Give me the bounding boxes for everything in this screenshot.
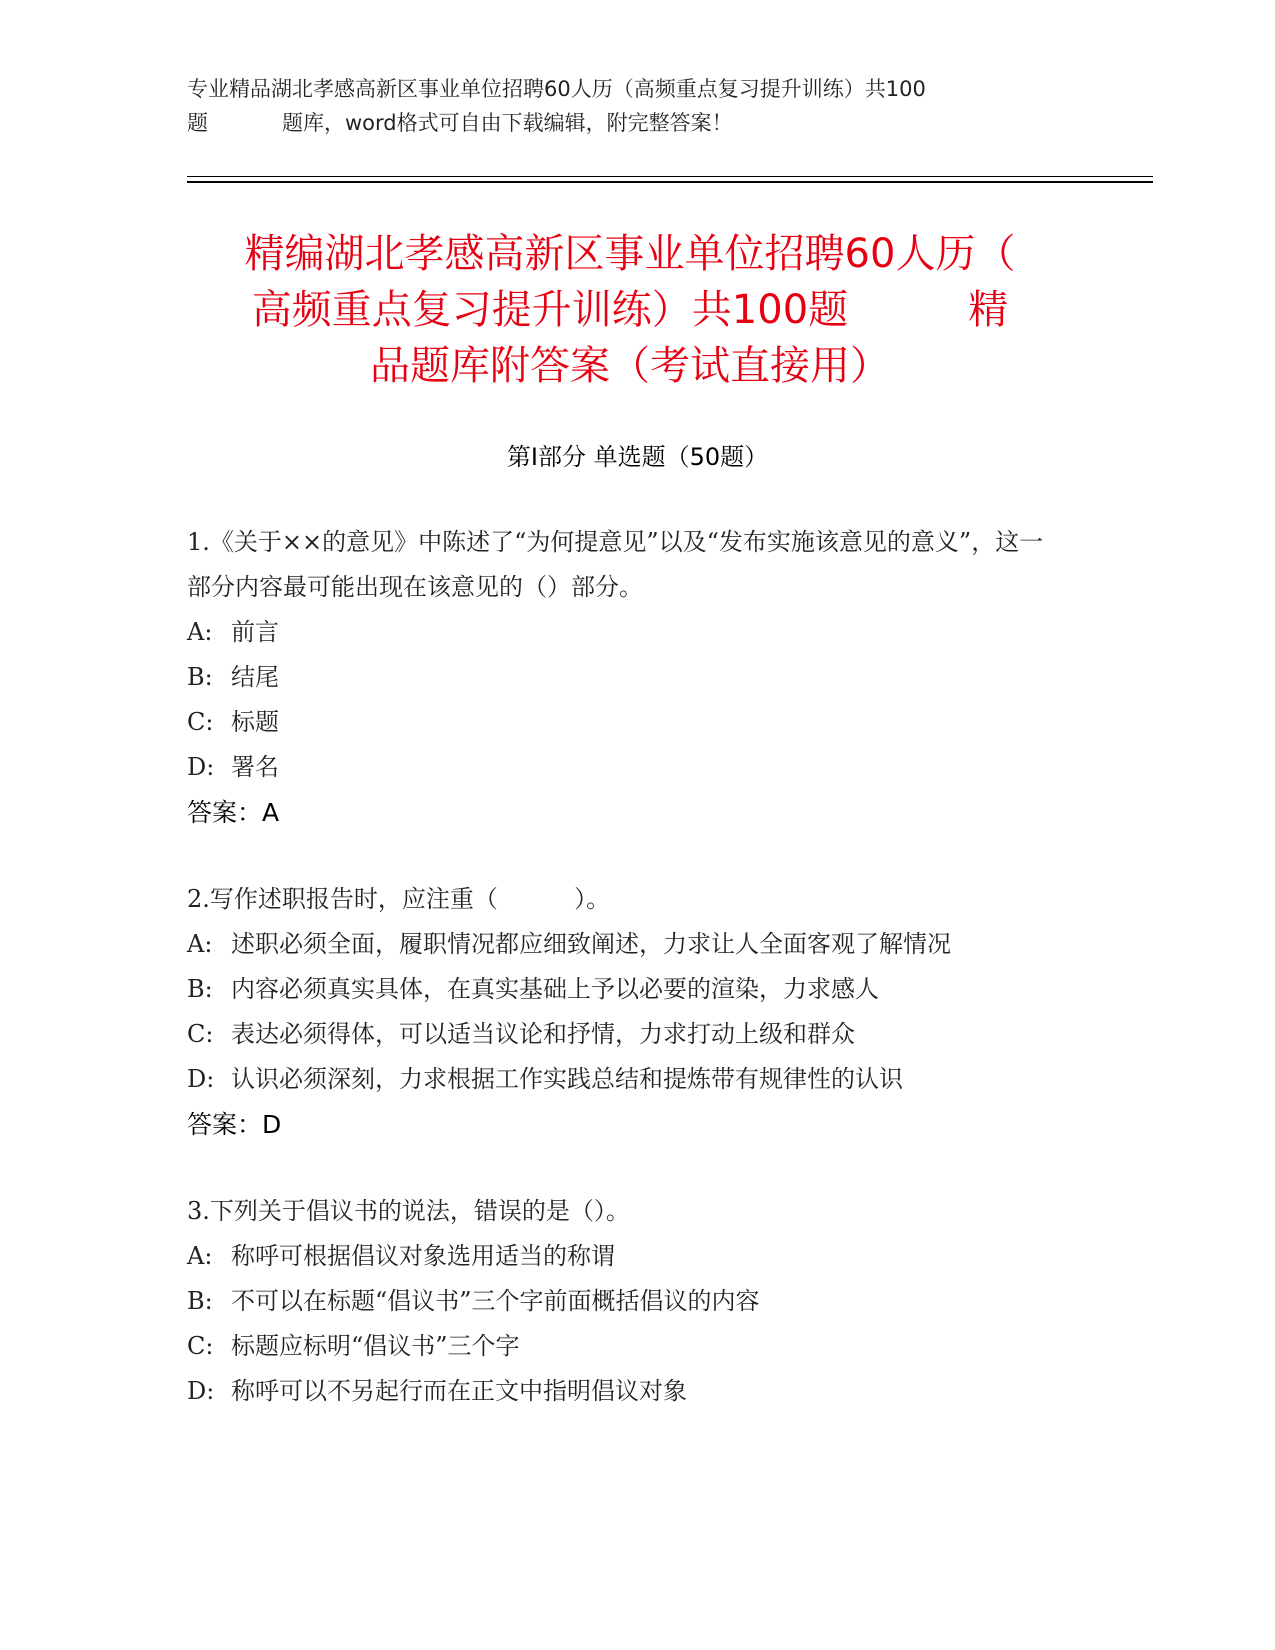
option-a: A: 前言 [187,618,279,646]
header-line-2-start: 题 [187,111,208,135]
title-line-1: 精编湖北孝感高新区事业单位招聘60人历（ [244,231,1016,277]
option-d: D: 署名 [187,753,279,781]
option-c: C: 表达必须得体，可以适当议论和抒情，力求打动上级和群众 [187,1020,855,1048]
option-d: D: 认识必须深刻，力求根据工作实践总结和提炼带有规律性的认识 [187,1065,903,1093]
option-a: A: 称呼可根据倡议对象选用适当的称谓 [187,1242,615,1270]
document-header [187,72,1087,140]
header-divider-thin [187,176,1153,177]
question-1 [187,520,1067,835]
question-stem: 1.《关于××的意见》中陈述了“为何提意见”以及“发布实施该意见的意义”，这一部分内容最可能出现在该意见的（）部分。 [187,528,1044,601]
option-b: B: 不可以在标题“倡议书”三个字前面概括倡议的内容 [187,1287,760,1315]
answer: 答案：A [187,798,280,827]
header-line-1: 专业精品湖北孝感高新区事业单位招聘60人历（高频重点复习提升训练）共100 [187,77,926,101]
section-heading: 第Ⅰ部分 单选题（50题） [506,443,769,471]
title-line-3: 品题库附答案（考试直接用） [370,343,890,389]
option-a: A: 述职必须全面，履职情况都应细致阐述，力求让人全面客观了解情况 [187,930,951,958]
option-c: C: 标题应标明“倡议书”三个字 [187,1332,520,1360]
header-divider-thick [187,181,1153,183]
option-b: B: 结尾 [187,663,279,691]
title-line-2: 高频重点复习提升训练）共100题 精 [251,287,1009,333]
header-line-2-end: 题库，word格式可自由下载编辑，附完整答案！ [282,111,733,135]
question-3 [187,1189,1067,1414]
option-b: B: 内容必须真实具体，在真实基础上予以必要的渲染，力求感人 [187,975,879,1003]
question-list [187,520,1067,1414]
header-line-2 [187,106,1087,140]
document-title [180,226,1080,394]
option-c: C: 标题 [187,708,279,736]
answer: 答案：D [187,1110,282,1139]
question-stem: 2.写作述职报告时，应注重（ ）。 [187,885,611,913]
option-d: D: 称呼可以不另起行而在正文中指明倡议对象 [187,1377,687,1405]
question-stem: 3.下列关于倡议书的说法，错误的是（）。 [187,1197,630,1225]
question-2 [187,877,1067,1147]
